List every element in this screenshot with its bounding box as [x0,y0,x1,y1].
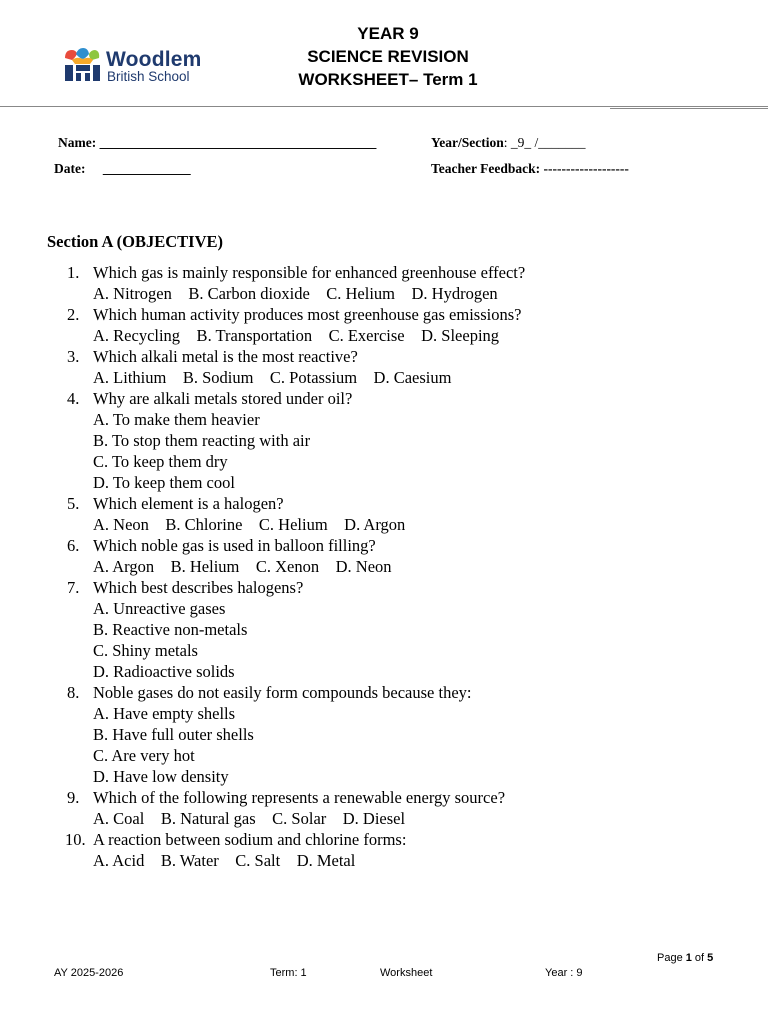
answer-options: A. Unreactive gases [93,599,226,618]
question-number: 2. [67,305,80,324]
question-item [67,346,707,388]
question-text: Why are alkali metals stored under oil? [93,389,353,408]
header-divider-accent [610,108,768,109]
question-number: 7. [67,578,80,597]
date-label: Date: [54,161,86,176]
year-section-value[interactable]: : _9_ /_______ [503,135,586,150]
answer-options: D. Radioactive solids [93,662,235,681]
page-total: 5 [707,952,714,964]
question-number: 1. [67,263,80,282]
date-field[interactable] [54,161,191,177]
page-of: of [691,952,708,964]
question-number: 10. [65,830,86,849]
question-text: Which element is a halogen? [93,494,284,513]
school-name: Woodlem [106,48,202,71]
year-section-label: Year/Section [431,135,504,150]
question-text: Which noble gas is used in balloon filling? [93,536,376,555]
title-line-2: SCIENCE REVISION [307,47,469,66]
school-crest-icon [62,48,102,84]
question-number: 3. [67,347,80,366]
answer-options: A. Coal B. Natural gas C. Solar D. Diesel [93,809,406,828]
page-prefix: Page [657,952,686,964]
answer-options: B. Have full outer shells [93,725,254,744]
school-subtitle: British School [107,69,190,84]
school-logo [62,48,227,86]
question-number: 9. [67,788,80,807]
answer-options: B. Reactive non-metals [93,620,248,639]
question-text: Which best describes halogens? [93,578,304,597]
title-line-1: YEAR 9 [357,24,419,43]
teacher-feedback-field[interactable] [431,161,629,177]
question-item [67,304,707,346]
answer-options: C. Shiny metals [93,641,198,660]
footer-type: Worksheet [380,967,433,979]
answer-options: A. Nitrogen B. Carbon dioxide C. Helium D. Hydrogen [93,284,498,303]
question-text: Which of the following represents a renewable energy source? [93,788,506,807]
title-line-3: WORKSHEET– Term 1 [298,70,478,89]
footer-grade: Year : 9 [545,967,583,979]
page-number [657,952,713,964]
answer-options: A. Recycling B. Transportation C. Exercise D. Sleeping [93,326,500,345]
name-label: Name: [58,135,97,150]
answer-options: C. To keep them dry [93,452,228,471]
question-text: A reaction between sodium and chlorine forms: [93,830,407,849]
question-text: Which human activity produces most greenhouse gas emissions? [93,305,522,324]
question-item [67,577,707,682]
page-current: 1 [685,952,692,964]
answer-options: A. Acid B. Water C. Salt D. Metal [93,851,356,870]
answer-options: D. Have low density [93,767,229,786]
question-number: 5. [67,494,80,513]
question-list [67,262,707,871]
question-number: 4. [67,389,80,408]
teacher-feedback-blank[interactable]: ------------------- [543,161,629,176]
name-field[interactable] [58,135,376,151]
question-text: Which gas is mainly responsible for enhanced greenhouse effect? [93,263,526,282]
worksheet-title [240,22,536,91]
question-text: Which alkali metal is the most reactive? [93,347,358,366]
question-number: 8. [67,683,80,702]
answer-options: A. Have empty shells [93,704,236,723]
answer-options: A. Argon B. Helium C. Xenon D. Neon [93,557,392,576]
answer-options: A. Lithium B. Sodium C. Potassium D. Caesium [93,368,452,387]
question-item [67,388,707,493]
name-blank[interactable]: _________________________________________ [99,135,377,150]
year-section-field[interactable] [431,135,586,151]
footer-term: Term: 1 [270,967,307,979]
question-item [67,535,707,577]
answer-options: B. To stop them reacting with air [93,431,311,450]
answer-options: C. Are very hot [93,746,195,765]
section-title: Section A (OBJECTIVE) [47,232,224,251]
answer-options: A. Neon B. Chlorine C. Helium D. Argon [93,515,406,534]
question-item [67,787,707,829]
footer-academic-year: AY 2025-2026 [54,967,124,979]
question-number: 6. [67,536,80,555]
question-item [67,682,707,787]
header-divider [0,106,768,107]
question-item [67,262,707,304]
question-item [67,493,707,535]
answer-options: D. To keep them cool [93,473,235,492]
question-text: Noble gases do not easily form compounds because they: [93,683,472,702]
question-item [67,829,707,871]
date-blank[interactable]: _____________ [102,161,191,176]
teacher-feedback-label: Teacher Feedback: [431,161,541,176]
answer-options: A. To make them heavier [93,410,260,429]
